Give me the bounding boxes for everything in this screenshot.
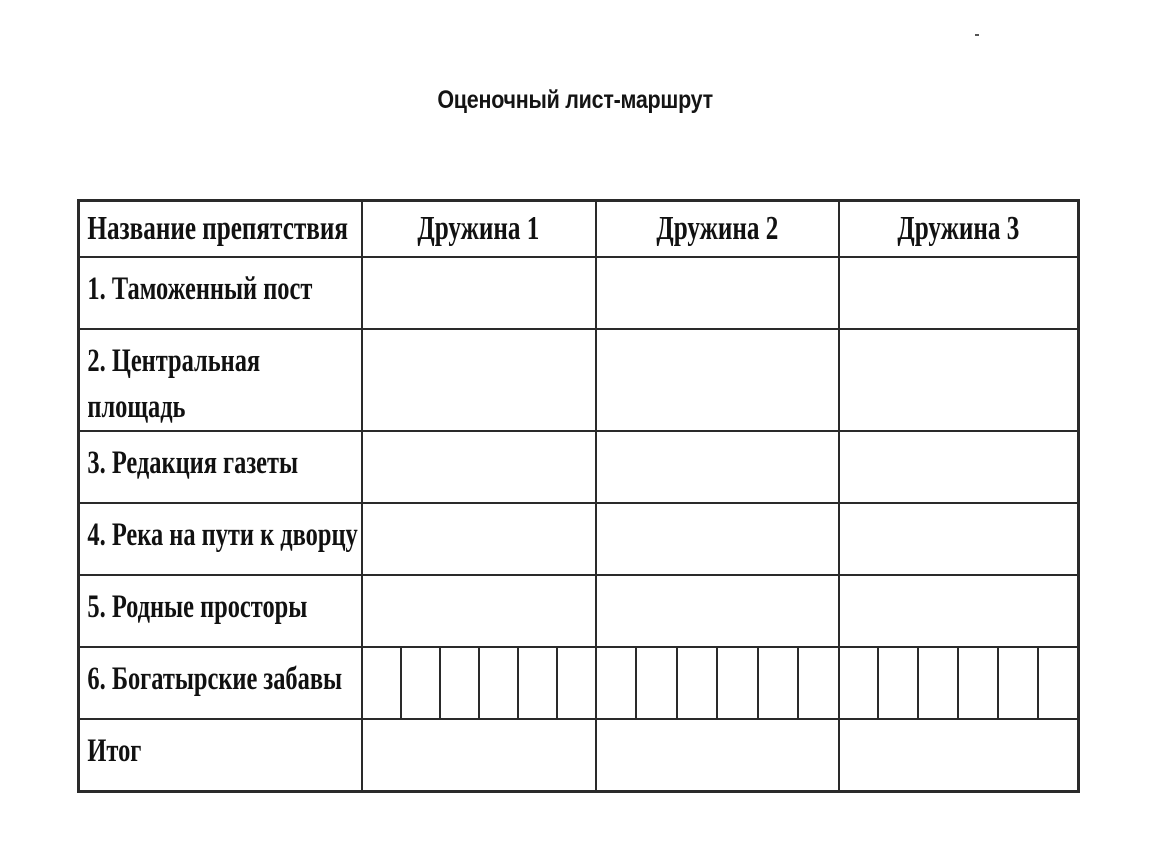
subscore-cell[interactable]	[840, 648, 878, 718]
table-header-row	[79, 201, 1079, 258]
score-cell[interactable]	[839, 329, 1079, 431]
column-header-squad-3: Дружина 3	[839, 201, 1079, 258]
row-label: 6. Богатырские забавы	[87, 661, 343, 697]
total-cell[interactable]	[362, 719, 596, 792]
score-cell[interactable]	[839, 257, 1079, 329]
score-cell[interactable]	[596, 575, 839, 647]
score-cell[interactable]	[362, 503, 596, 575]
row-label: 5. Родные просторы	[87, 589, 308, 625]
total-row	[79, 719, 1079, 792]
column-header-squad-2: Дружина 2	[596, 201, 839, 258]
table-row	[79, 431, 1079, 503]
row-label: 4. Река на пути к дворцу	[87, 517, 358, 553]
corner-mark	[975, 34, 979, 36]
row-label: 2. Центральная площадь	[87, 343, 261, 425]
score-cell[interactable]	[596, 257, 839, 329]
subscore-cell[interactable]	[635, 648, 676, 718]
score-cell[interactable]	[362, 329, 596, 431]
table-row	[79, 647, 1079, 719]
row-label-cell	[79, 719, 362, 792]
page-title: Оценочный лист-маршрут	[437, 86, 713, 114]
total-label: Итог	[87, 733, 142, 769]
subscore-cell[interactable]	[363, 648, 400, 718]
score-table	[77, 199, 1080, 793]
subscore-cell[interactable]	[517, 648, 556, 718]
row-label: 3. Редакция газеты	[87, 445, 299, 481]
subscore-cell[interactable]	[439, 648, 478, 718]
score-cell[interactable]	[596, 329, 839, 431]
subscore-cell[interactable]	[797, 648, 838, 718]
subscore-cell[interactable]	[1037, 648, 1077, 718]
score-subcells-squad-2	[596, 647, 839, 719]
subscore-cell[interactable]	[957, 648, 997, 718]
table-row	[79, 503, 1079, 575]
table-row	[79, 329, 1079, 431]
total-cell[interactable]	[839, 719, 1079, 792]
total-cell[interactable]	[596, 719, 839, 792]
table-row	[79, 257, 1079, 329]
row-label-cell	[79, 257, 362, 329]
subscore-cell[interactable]	[917, 648, 957, 718]
score-cell[interactable]	[362, 575, 596, 647]
subscore-cell[interactable]	[478, 648, 517, 718]
subscore-cell[interactable]	[757, 648, 798, 718]
score-cell[interactable]	[839, 431, 1079, 503]
subscore-cell[interactable]	[997, 648, 1037, 718]
row-label-cell	[79, 575, 362, 647]
score-cell[interactable]	[596, 431, 839, 503]
score-cell[interactable]	[362, 431, 596, 503]
score-cell[interactable]	[839, 503, 1079, 575]
table-row	[79, 575, 1079, 647]
row-label-cell	[79, 647, 362, 719]
subscore-cell[interactable]	[676, 648, 717, 718]
score-subcells-squad-3	[839, 647, 1079, 719]
score-cell[interactable]	[362, 257, 596, 329]
score-cell[interactable]	[596, 503, 839, 575]
subscore-cell[interactable]	[400, 648, 439, 718]
column-header-obstacle: Название препятствия	[79, 201, 362, 258]
column-header-squad-1: Дружина 1	[362, 201, 596, 258]
row-label-cell	[79, 329, 362, 431]
row-label-cell	[79, 431, 362, 503]
score-subcells-squad-1	[362, 647, 596, 719]
subscore-cell[interactable]	[877, 648, 917, 718]
row-label: 1. Таможенный пост	[87, 271, 313, 307]
subscore-cell[interactable]	[556, 648, 595, 718]
score-cell[interactable]	[839, 575, 1079, 647]
row-label-cell	[79, 503, 362, 575]
subscore-cell[interactable]	[597, 648, 636, 718]
subscore-cell[interactable]	[716, 648, 757, 718]
